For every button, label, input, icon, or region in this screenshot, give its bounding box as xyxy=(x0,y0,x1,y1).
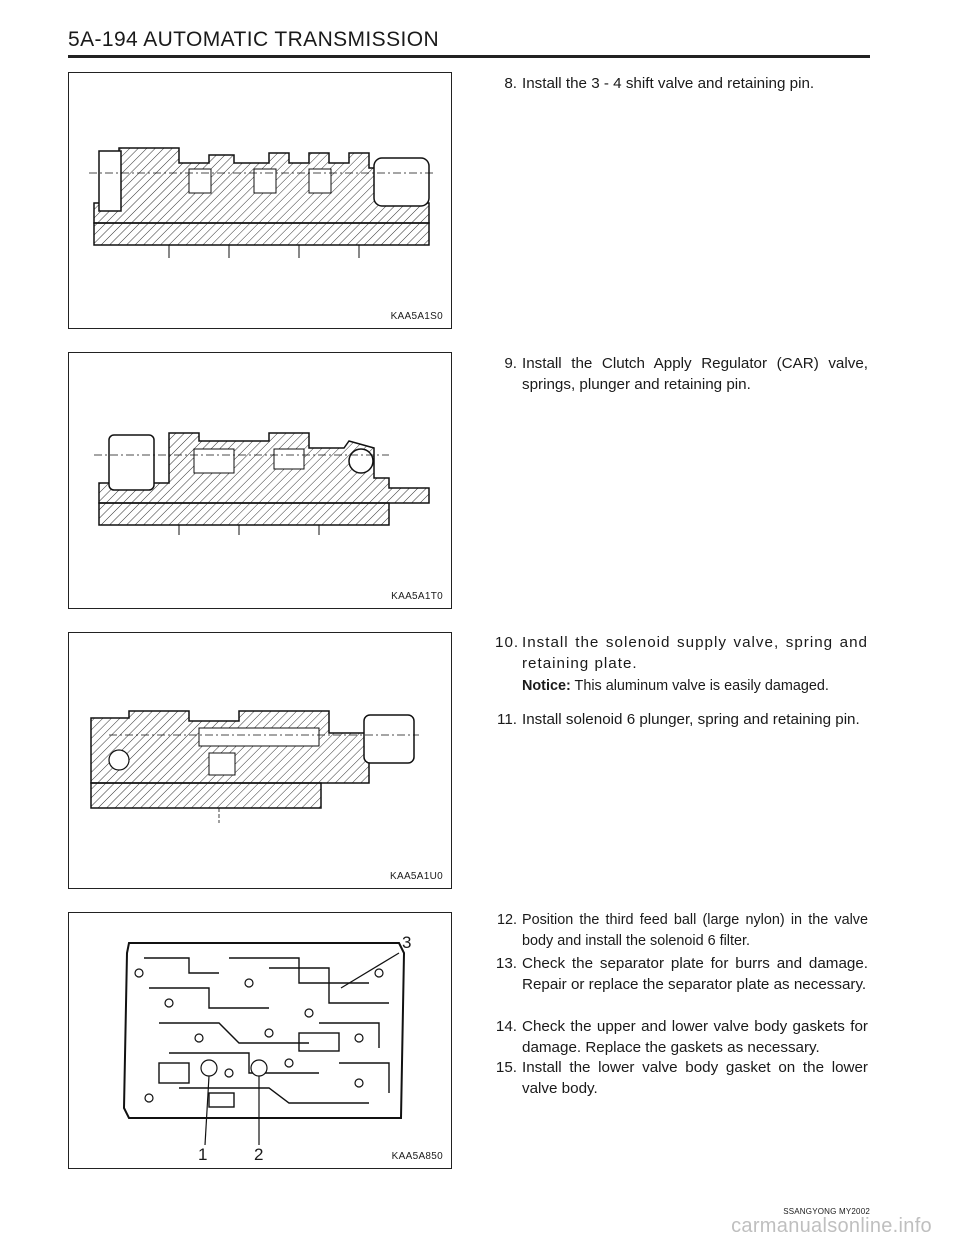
notice-text: This aluminum valve is easily damaged. xyxy=(574,678,829,694)
step-text: Install solenoid 6 plunger, spring and retaining pin. xyxy=(522,711,860,728)
step-number: 9. xyxy=(504,355,517,372)
callout-1: 1 xyxy=(198,1145,208,1164)
step-number: 8. xyxy=(504,75,517,92)
step-text: Check the separator plate for burrs and damage. Repair or replace the separator plate as necessary. xyxy=(522,955,868,993)
step-text: Check the upper and lower valve body gaskets for damage. Replace the gaskets as necessary. xyxy=(522,1018,868,1056)
valve-body-section-drawing xyxy=(69,73,451,328)
step-number: 14. xyxy=(495,1018,517,1035)
figure-code: KAA5A850 xyxy=(391,1151,443,1162)
step-14 xyxy=(495,1016,868,1058)
valve-body-plan-drawing xyxy=(69,913,451,1168)
step-text: Install the 3 - 4 shift valve and retaining pin. xyxy=(522,75,815,92)
watermark: carmanualsonline.info xyxy=(731,1215,932,1237)
step-number: 13. xyxy=(495,955,517,972)
figure-valve-body-top-view xyxy=(68,912,452,1169)
figure-code: KAA5A1U0 xyxy=(390,871,443,882)
figure-solenoid-supply-valve xyxy=(68,632,452,889)
step-number: 12. xyxy=(496,912,517,928)
step-13 xyxy=(495,953,868,995)
figure-code: KAA5A1T0 xyxy=(391,591,443,602)
step-text: Install the Clutch Apply Regulator (CAR) valve, springs, plunger and retaining pin. xyxy=(522,355,868,393)
step-12 xyxy=(495,910,868,952)
valve-body-section-drawing xyxy=(69,633,451,888)
step-number: 15. xyxy=(495,1059,517,1076)
callout-3: 3 xyxy=(402,933,412,952)
footer-code: SSANGYONG MY2002 xyxy=(783,1207,870,1216)
step-15 xyxy=(495,1057,868,1099)
figure-car-valve xyxy=(68,352,452,609)
step-10 xyxy=(495,632,868,674)
step-number: 10. xyxy=(495,634,520,651)
step-8 xyxy=(495,73,868,94)
step-text: Position the third feed ball (large nylon) in the valve body and install the solenoid 6 filter. xyxy=(522,912,868,949)
step-text: Install the solenoid supply valve, spring and retaining plate. xyxy=(522,634,868,672)
figure-code: KAA5A1S0 xyxy=(390,311,443,322)
header-rule xyxy=(68,55,870,58)
notice xyxy=(522,678,868,694)
figure-3-4-shift-valve xyxy=(68,72,452,329)
step-9 xyxy=(495,353,868,395)
step-number: 11. xyxy=(497,711,517,728)
callout-2: 2 xyxy=(254,1145,264,1164)
step-11 xyxy=(495,709,868,730)
valve-body-section-drawing xyxy=(69,353,451,608)
page-header: 5A-194 AUTOMATIC TRANSMISSION xyxy=(68,28,440,51)
notice-label: Notice: xyxy=(522,678,571,694)
step-text: Install the lower valve body gasket on the lower valve body. xyxy=(522,1059,868,1097)
